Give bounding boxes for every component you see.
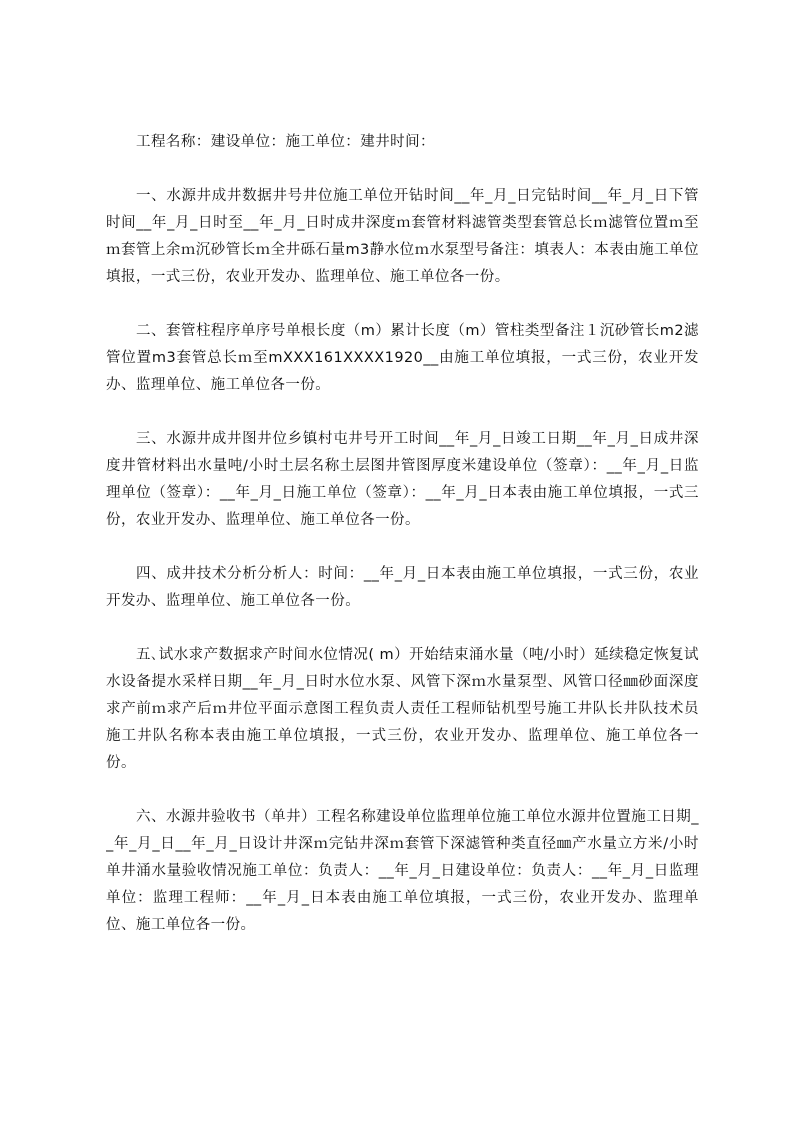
section-4-technical-analysis: 四、成井技术分析分析人：时间：__年_月_日本表由施工单位填报，一式三份，农业开发办、监理单位、施工单位各一份。 xyxy=(106,566,699,609)
section-1-water-well-data: 一、水源井成井数据井号井位施工单位开钻时间__年_月_日完钻时间__年_月_日下管时间__年_月_日时至__年_月_日时成井深度ｍ套管材料滤管类型套管总长ｍ滤管位置ｍ至ｍ套管上余ｍ沉砂管长ｍ全井砾石量m3静水位ｍ水泵型号备注：填表人：本表由施工单位填报，一式三份，农业开发办、监理单位、施工单位各一份。 xyxy=(106,188,699,285)
document-page xyxy=(106,129,699,966)
section-2-casing-program: 二、套管柱程序单序号单根长度（m）累计长度（m）管柱类型备注１沉砂管长m2滤管位置m3套管总长ｍ至mXXX161XXXX1920__由施工单位填报，一式三份，农业开发办、监理单位、施工单位各一份。 xyxy=(106,323,699,393)
section-3-well-diagram: 三、水源井成井图井位乡镇村屯井号开工时间__年_月_日竣工日期__年_月_日成井深度井管材料出水量吨/小时土层名称土层图井管图厚度米建设单位（签章）：__年_月_日监理单位（签章）：__年_月_日施工单位（签章）：__年_月_日本表由施工单位填报，一式三份，农业开发办、监理单位、施工单位各一份。 xyxy=(106,431,699,528)
section-5-pumping-test-data: 五､试水求产数据求产时间水位情况( m）开始结束涌水量（吨/小时）延续稳定恢复试水设备提水采样日期__年_月_日时水位水泵、风管下深ｍ水量泵型、风管口径㎜砂面深度求产前ｍ求产后ｍ井位平面示意图工程负责人责任工程师钻机型号施工井队长井队技术员施工井队名称本表由施工单位填报，一式三份，农业开发办、监理单位、施工单位各一份。 xyxy=(106,647,699,771)
project-info-line: 工程名称：建设单位：施工单位：建井时间： xyxy=(136,134,435,150)
section-6-acceptance-certificate: 六、水源井验收书（单井）工程名称建设单位监理单位施工单位水源井位置施工日期__年_月_日__年_月_日设计井深ｍ完钻井深ｍ套管下深滤管种类直径㎜产水量立方米/小时单井涌水量验收情况施工单位：负责人：__年_月_日建设单位：负责人：__年_月_日监理单位：监理工程师：__年_月_日本表由施工单位填报，一式三份，农业开发办、监理单位、施工单位各一份。 xyxy=(106,809,699,933)
